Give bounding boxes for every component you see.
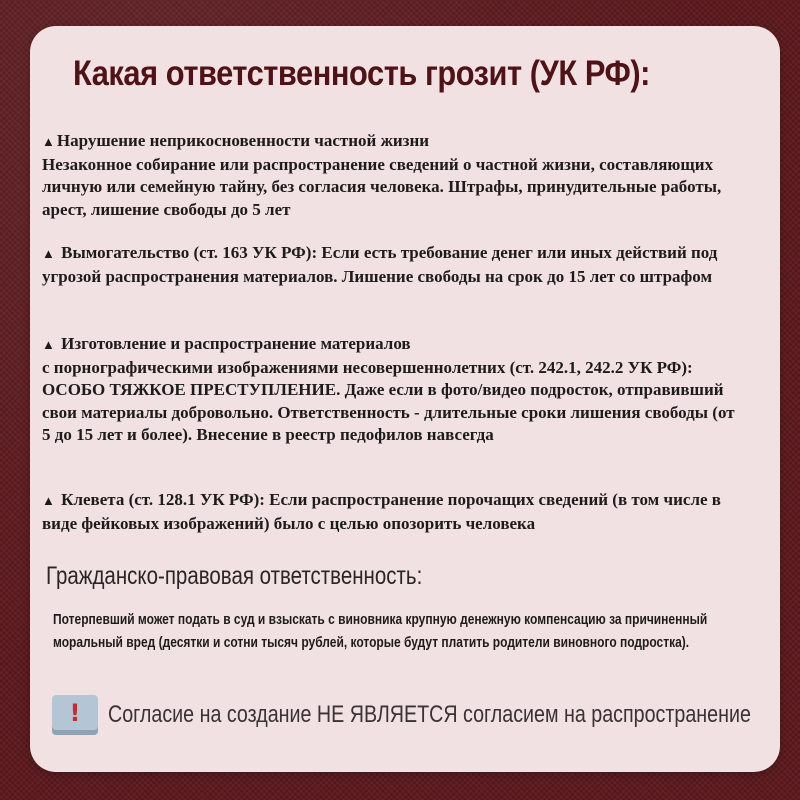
- notice-banner: [52, 694, 772, 738]
- warning-triangle-icon: ▲: [42, 134, 55, 149]
- section-heading: Изготовление и распространение материалов: [56, 334, 411, 353]
- section-text: Вымогательство (ст. 163 УК РФ): Если есть требование денег или иных действий под угрозой распространения материалов. Лишение свободы на срок до 15 лет со штрафом: [42, 243, 718, 286]
- warning-triangle-icon: ▲: [42, 246, 55, 261]
- section-text: Клевета (ст. 128.1 УК РФ): Если распространение порочащих сведений (в том числе в виде фейковых изображений) было с целью опозорить человека: [42, 490, 721, 533]
- section-text: Незаконное собирание или распространение сведений о частной жизни, составляющих личную или семейную тайну, без согласия человека. Штрафы, принудительные работы, арест, лишение свободы до 5 лет: [42, 154, 722, 219]
- exclamation-icon: [52, 695, 98, 735]
- section-extortion: [42, 242, 742, 288]
- notice-text: Согласие на создание НЕ ЯВЛЯЕТСЯ согласием на распространение: [108, 701, 751, 728]
- section-text: с порнографическими изображениями несовершеннолетних (ст. 242.1, 242.2 УК РФ): ОСОБО ТЯЖКОЕ ПРЕСТУПЛЕНИЕ. Даже если в фото/видео подросток, отправивший свои материалы добровольно. Ответственность - длительные сроки лишения свободы (от 5 до 15 лет и более). Внесение в реестр педофилов навсегда: [42, 357, 735, 444]
- civil-title: Гражданско-правовая ответственность:: [46, 562, 423, 590]
- exclamation-glyph: !: [69, 699, 81, 727]
- warning-triangle-icon: ▲: [42, 493, 55, 508]
- warning-triangle-icon: ▲: [42, 337, 55, 352]
- section-heading: Нарушение неприкосновенности частной жизни: [56, 131, 430, 150]
- page-title: Какая ответственность грозит (УК РФ):: [73, 54, 651, 93]
- section-defamation: [42, 489, 742, 535]
- civil-text: Потерпевший может подать в суд и взыскать с виновника крупную денежную компенсацию за причиненный моральный вред (десятки и сотни тысяч рублей, которые будут платить родители виновного подростка).: [53, 611, 708, 651]
- section-materials: [42, 333, 742, 447]
- section-privacy: [42, 130, 742, 221]
